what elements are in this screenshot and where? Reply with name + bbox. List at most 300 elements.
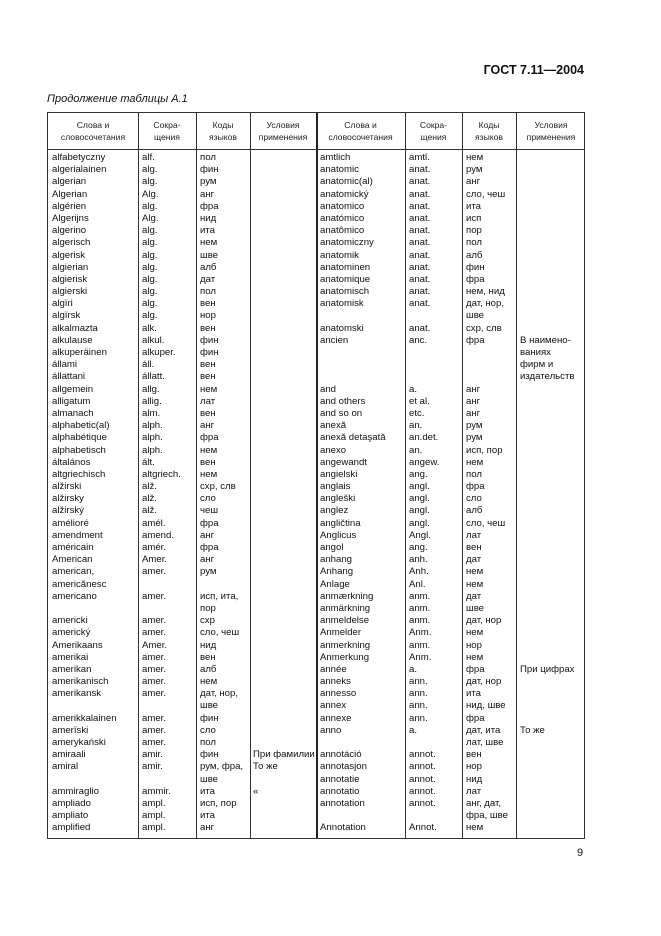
- table-row: [48, 371, 586, 383]
- cell-code-left: шве: [200, 249, 219, 261]
- cell-word-left: american,: [52, 566, 95, 578]
- cell-abbrev-left: amer.: [142, 651, 166, 663]
- table-row: [48, 201, 586, 213]
- cell-code-right: нем: [466, 152, 484, 163]
- cell-code-left: шве: [200, 700, 219, 712]
- cell-code-right: алб: [466, 505, 483, 517]
- cell-code-left: фин: [200, 334, 219, 346]
- cell-code-right: вен: [466, 542, 482, 553]
- cell-word-left: americký: [52, 627, 91, 639]
- cell-word-right: angewandt: [320, 456, 367, 468]
- cell-word-right: anmerkning: [320, 639, 371, 651]
- table-row: [48, 384, 586, 396]
- cell-abbrev-right: anat.: [409, 200, 431, 212]
- cell-word-right: Anmerkung: [320, 651, 370, 663]
- cell-word-right: annotáció: [320, 749, 362, 761]
- cell-abbrev-left: alg.: [142, 310, 158, 322]
- cell-word-right: anatomisk: [320, 298, 364, 310]
- cell-abbrev-left: alm.: [142, 407, 161, 419]
- table-row: [48, 554, 586, 566]
- cell-word-right: anatomic: [320, 164, 359, 176]
- table-row: [48, 359, 586, 371]
- cell-word-left: americănesc: [52, 578, 107, 590]
- cell-word-right: annex: [320, 700, 347, 712]
- cell-abbrev-right: a.: [409, 383, 418, 395]
- cell-code-right: лат: [466, 785, 482, 797]
- cell-code-left: шве: [200, 773, 219, 785]
- cell-word-right: Anlage: [320, 578, 350, 590]
- cell-word-right: Anhang: [320, 566, 354, 578]
- cell-abbrev-left: amer.: [142, 737, 166, 748]
- header-codes-left: Коды языков: [209, 120, 237, 142]
- cell-word-left: algerisch: [52, 237, 91, 249]
- cell-word-right: and others: [320, 395, 366, 407]
- table-row: [48, 518, 586, 530]
- cell-code-right: фра: [466, 273, 485, 285]
- table-row: [48, 335, 586, 347]
- table-row: [48, 822, 586, 834]
- cell-word-right: annexe: [320, 712, 352, 724]
- table-row: [48, 408, 586, 420]
- cell-word-left: algérien: [52, 200, 87, 212]
- cell-code-right: нор: [466, 639, 482, 651]
- cell-abbrev-right: ann.: [409, 688, 428, 700]
- cell-abbrev-right: anat.: [409, 164, 431, 176]
- cell-abbrev-right: Annot.: [409, 822, 437, 834]
- cell-word-right: angličtina: [320, 517, 361, 529]
- cell-abbrev-right: Anh.: [409, 566, 429, 578]
- cell-word-right: anatomik: [320, 249, 359, 261]
- cell-word-left: ampliato: [52, 810, 89, 822]
- cell-code-left: вен: [200, 359, 216, 371]
- table-row: [48, 652, 586, 664]
- cell-word-left: ampliado: [52, 797, 91, 809]
- document-code: ГОСТ 7.11—2004: [483, 63, 584, 77]
- cell-code-left: вен: [200, 298, 216, 310]
- cell-word-left: alphabétique: [52, 432, 107, 444]
- cell-word-left: almanach: [52, 407, 94, 419]
- header-divider: [48, 149, 584, 150]
- cell-word-left: alkulause: [52, 334, 93, 346]
- cell-word-left: amélioré: [52, 517, 89, 529]
- cell-word-left: américain: [52, 542, 94, 553]
- cell-code-right: ита: [466, 688, 481, 700]
- table-row: [48, 457, 586, 469]
- cell-code-right: нид, шве: [466, 700, 506, 712]
- cell-code-left: чеш: [200, 505, 219, 517]
- cell-code-right: ита: [466, 200, 481, 212]
- cell-code-right: нем: [466, 566, 484, 578]
- cell-abbrev-right: Anl.: [409, 578, 426, 590]
- cell-abbrev-left: alg.: [142, 200, 158, 212]
- table-row: [48, 810, 586, 822]
- cell-abbrev-right: annot.: [409, 773, 436, 785]
- cell-abbrev-right: et al.: [409, 395, 430, 407]
- cell-abbrev-right: anat.: [409, 212, 431, 224]
- cell-abbrev-right: angl.: [409, 517, 430, 529]
- cell-word-right: annotatie: [320, 773, 360, 785]
- page-number: 9: [577, 847, 584, 859]
- cell-code-right: дат, нор: [466, 676, 502, 688]
- cell-code-left: анг: [200, 822, 215, 834]
- cell-word-left: American: [52, 554, 93, 566]
- table-row: [48, 591, 586, 603]
- cell-abbrev-left: alž.: [142, 493, 157, 505]
- cell-word-right: anglez: [320, 505, 349, 517]
- cell-code-left: ита: [200, 225, 215, 237]
- cell-word-left: algerino: [52, 225, 87, 237]
- cell-code-right: анг: [466, 383, 481, 395]
- cell-abbrev-right: anat.: [409, 261, 431, 273]
- cell-word-right: annesso: [320, 688, 357, 700]
- table-row: [48, 615, 586, 627]
- cell-word-right: anatomický: [320, 188, 369, 200]
- cell-abbrev-right: anat.: [409, 273, 431, 285]
- cell-word-right: anmærkning: [320, 590, 374, 602]
- cell-word-right: annotasjon: [320, 761, 367, 773]
- cell-word-left: amerikansk: [52, 688, 102, 700]
- cell-word-right: anhang: [320, 554, 353, 566]
- table-row: [48, 640, 586, 652]
- cell-abbrev-right: annot.: [409, 797, 436, 809]
- cell-word-right: annotatio: [320, 785, 360, 797]
- table-row: [48, 505, 586, 517]
- cell-code-right: лат, шве: [466, 737, 504, 748]
- cell-word-left: alligatum: [52, 395, 91, 407]
- cell-word-right: année: [320, 663, 347, 675]
- cell-code-left: нем: [200, 383, 218, 395]
- cell-code-right: рум: [466, 164, 483, 176]
- cell-abbrev-right: ang.: [409, 542, 428, 553]
- cell-abbrev-left: ampl.: [142, 810, 166, 822]
- cell-abbrev-right: Anm.: [409, 627, 432, 639]
- cell-abbrev-left: alg.: [142, 225, 158, 237]
- table-row: [48, 225, 586, 237]
- abbreviation-table: [47, 112, 585, 839]
- cell-code-left: вен: [200, 322, 216, 334]
- cell-code-right: нем: [466, 822, 484, 834]
- cell-abbrev-left: allg.: [142, 383, 160, 395]
- cell-condition-left: «: [253, 785, 259, 797]
- cell-code-right: нем: [466, 578, 484, 590]
- cell-word-left: alkuperäinen: [52, 347, 107, 358]
- cell-condition-right: фирм и: [520, 359, 554, 371]
- cell-abbrev-left: alg.: [142, 176, 158, 188]
- cell-abbrev-right: Angl.: [409, 529, 431, 541]
- cell-code-right: алб: [466, 249, 483, 261]
- cell-code-left: нем: [200, 237, 218, 249]
- cell-word-right: anatomisch: [320, 286, 370, 298]
- cell-word-right: anatômico: [320, 225, 365, 237]
- table-row: [48, 493, 586, 505]
- cell-word-left: alžirský: [52, 505, 84, 517]
- table-row: [48, 237, 586, 249]
- cell-code-left: вен: [200, 407, 216, 419]
- cell-abbrev-left: alkuper.: [142, 347, 176, 358]
- table-row: [48, 250, 586, 262]
- cell-code-left: исп, ита,: [200, 590, 239, 602]
- table-row: [48, 774, 586, 786]
- cell-code-left: нем: [200, 676, 218, 688]
- cell-abbrev-right: anat.: [409, 298, 431, 310]
- cell-code-right: анг, дат,: [466, 797, 502, 809]
- cell-code-right: сло, чеш: [466, 517, 506, 529]
- cell-code-right: дат: [466, 554, 482, 566]
- table-row: [48, 481, 586, 493]
- cell-abbrev-left: alk.: [142, 322, 157, 334]
- cell-code-right: нем: [466, 456, 484, 468]
- cell-word-left: amerikanisch: [52, 676, 109, 688]
- table-row: [48, 164, 586, 176]
- table-row: [48, 627, 586, 639]
- cell-word-left: általános: [52, 456, 91, 468]
- cell-word-left: alfabetyczny: [52, 152, 106, 163]
- cell-word-left: allgemein: [52, 383, 94, 395]
- cell-code-left: вен: [200, 651, 216, 663]
- cell-abbrev-right: anat.: [409, 322, 431, 334]
- table-row: [48, 176, 586, 188]
- table-row: [48, 298, 586, 310]
- cell-code-left: пол: [200, 152, 216, 163]
- cell-abbrev-left: amél.: [142, 517, 166, 529]
- cell-word-left: algierian: [52, 261, 89, 273]
- cell-condition-right: При цифрах: [520, 663, 575, 675]
- cell-abbrev-right: anm.: [409, 590, 431, 602]
- cell-abbrev-left: alg.: [142, 164, 158, 176]
- table-row: [48, 749, 586, 761]
- cell-code-right: пол: [466, 237, 482, 249]
- cell-abbrev-left: amer.: [142, 627, 166, 639]
- cell-code-left: фин: [200, 712, 219, 724]
- cell-abbrev-right: annot.: [409, 749, 436, 761]
- cell-code-left: анг: [200, 188, 215, 200]
- table-row: [48, 323, 586, 335]
- cell-word-right: anatomico: [320, 200, 365, 212]
- cell-abbrev-right: anc.: [409, 334, 428, 346]
- cell-code-left: нид: [200, 212, 217, 224]
- cell-code-right: фра: [466, 481, 485, 493]
- cell-abbrev-right: ann.: [409, 676, 428, 688]
- cell-code-left: схр, слв: [200, 481, 236, 493]
- cell-code-right: дат, ита: [466, 724, 501, 736]
- cell-abbrev-left: alg.: [142, 249, 158, 261]
- cell-abbrev-left: alph.: [142, 444, 163, 456]
- cell-code-right: дат: [466, 590, 482, 602]
- cell-code-right: вен: [466, 749, 482, 761]
- cell-code-left: вен: [200, 456, 216, 468]
- cell-abbrev-left: alž.: [142, 481, 157, 493]
- table-row: [48, 396, 586, 408]
- cell-code-right: схр, слв: [466, 322, 502, 334]
- table-row: [48, 761, 586, 773]
- cell-abbrev-left: ampl.: [142, 822, 166, 834]
- table-row: [48, 688, 586, 700]
- cell-code-right: фин: [466, 261, 485, 273]
- cell-word-right: angielski: [320, 468, 358, 480]
- cell-word-left: amiraali: [52, 749, 86, 761]
- cell-word-right: anno: [320, 724, 342, 736]
- cell-code-right: дат, нор: [466, 615, 502, 627]
- cell-word-right: and: [320, 383, 337, 395]
- table-row: [48, 262, 586, 274]
- cell-abbrev-left: amer.: [142, 712, 166, 724]
- cell-code-left: фин: [200, 164, 219, 176]
- cell-word-right: anexă: [320, 420, 347, 432]
- cell-word-left: Algerijns: [52, 212, 89, 224]
- cell-abbrev-left: alkul.: [142, 334, 165, 346]
- cell-code-left: вен: [200, 371, 216, 383]
- cell-code-left: фра: [200, 517, 219, 529]
- table-row: [48, 274, 586, 286]
- cell-code-left: сло: [200, 724, 216, 736]
- cell-word-right: anatomic(al): [320, 176, 373, 188]
- cell-code-left: лат: [200, 395, 216, 407]
- cell-abbrev-right: anat.: [409, 286, 431, 298]
- cell-word-right: anatómico: [320, 212, 365, 224]
- table-row: [48, 700, 586, 712]
- table-caption: Продолжение таблицы А.1: [47, 93, 188, 105]
- cell-code-left: рум: [200, 566, 217, 578]
- cell-code-left: нем: [200, 468, 218, 480]
- cell-code-right: пол: [466, 468, 482, 480]
- cell-abbrev-left: alg.: [142, 237, 158, 249]
- cell-abbrev-right: an.: [409, 420, 423, 432]
- cell-code-left: фра: [200, 542, 219, 553]
- cell-abbrev-right: anat.: [409, 176, 431, 188]
- cell-code-left: нор: [200, 310, 216, 322]
- cell-word-left: alžirsky: [52, 493, 84, 505]
- cell-abbrev-left: amer.: [142, 590, 166, 602]
- cell-abbrev-right: a.: [409, 724, 418, 736]
- cell-code-right: лат: [466, 529, 482, 541]
- cell-word-left: amerikai: [52, 651, 89, 663]
- cell-code-left: рум, фра,: [200, 761, 244, 773]
- cell-code-left: ита: [200, 810, 215, 822]
- table-row: [48, 347, 586, 359]
- cell-code-left: анг: [200, 554, 215, 566]
- cell-abbrev-left: amend.: [142, 529, 174, 541]
- table-row: [48, 713, 586, 725]
- cell-code-left: сло, чеш: [200, 627, 240, 639]
- cell-code-left: исп, пор: [200, 797, 237, 809]
- table-row: [48, 542, 586, 554]
- cell-abbrev-right: anat.: [409, 249, 431, 261]
- cell-word-left: algïrsk: [52, 310, 81, 322]
- cell-abbrev-left: Amer.: [142, 639, 168, 651]
- cell-code-right: нем: [466, 627, 484, 639]
- cell-code-left: дат, нор,: [200, 688, 239, 700]
- cell-word-left: amerikkalainen: [52, 712, 117, 724]
- cell-code-right: нид: [466, 773, 483, 785]
- cell-code-right: дат, нор,: [466, 298, 505, 310]
- cell-abbrev-right: angew.: [409, 456, 440, 468]
- cell-abbrev-left: amir.: [142, 749, 163, 761]
- cell-word-right: anneks: [320, 676, 351, 688]
- cell-abbrev-right: etc.: [409, 407, 425, 419]
- header-conditions-right: Условия применения: [526, 120, 576, 142]
- cell-code-left: фин: [200, 347, 219, 358]
- cell-word-right: annotation: [320, 797, 365, 809]
- cell-word-right: angleški: [320, 493, 356, 505]
- table-row: [48, 579, 586, 591]
- cell-code-left: ита: [200, 785, 215, 797]
- cell-abbrev-left: alph.: [142, 420, 163, 432]
- cell-word-right: angol: [320, 542, 344, 553]
- cell-abbrev-left: amir.: [142, 761, 163, 773]
- cell-abbrev-left: alg.: [142, 273, 158, 285]
- cell-abbrev-left: amer.: [142, 724, 166, 736]
- cell-code-right: исп: [466, 212, 482, 224]
- cell-abbrev-left: Amer.: [142, 554, 168, 566]
- table-row: [48, 286, 586, 298]
- cell-abbrev-left: alf.: [142, 152, 155, 163]
- table-row: [48, 786, 586, 798]
- header-abbrev-left: Сокра- щения: [153, 120, 181, 142]
- cell-code-right: пор: [466, 225, 482, 237]
- cell-condition-right: То же: [520, 724, 545, 736]
- cell-word-left: americano: [52, 590, 97, 602]
- cell-abbrev-right: angl.: [409, 505, 430, 517]
- table-row: [48, 445, 586, 457]
- cell-abbrev-left: amer.: [142, 688, 166, 700]
- cell-word-left: állattani: [52, 371, 86, 383]
- cell-code-right: фра: [466, 334, 485, 346]
- cell-word-left: algierski: [52, 286, 88, 298]
- cell-abbrev-left: ampl.: [142, 797, 166, 809]
- cell-code-left: нем: [200, 444, 218, 456]
- cell-abbrev-left: áll.: [142, 359, 155, 371]
- cell-abbrev-right: ann.: [409, 700, 428, 712]
- cell-code-right: анг: [466, 395, 481, 407]
- cell-word-right: anmärkning: [320, 602, 371, 614]
- table-row: [48, 189, 586, 201]
- cell-word-left: algïri: [52, 298, 73, 310]
- cell-word-left: alphabetisch: [52, 444, 106, 456]
- cell-word-right: Anglicus: [320, 529, 357, 541]
- cell-word-right: anglais: [320, 481, 351, 493]
- cell-word-right: anatomiczny: [320, 237, 374, 249]
- header-words-right: Слова и словосочетания: [328, 120, 393, 142]
- cell-abbrev-left: alph.: [142, 432, 163, 444]
- cell-abbrev-right: amtl.: [409, 152, 430, 163]
- table-row: [48, 676, 586, 688]
- cell-code-left: анг: [200, 420, 215, 432]
- cell-code-right: рум: [466, 420, 483, 432]
- cell-word-right: anatomski: [320, 322, 364, 334]
- cell-word-left: Amerikaans: [52, 639, 103, 651]
- cell-code-left: рум: [200, 176, 217, 188]
- cell-word-right: anmeldelse: [320, 615, 370, 627]
- cell-word-left: amendment: [52, 529, 103, 541]
- cell-code-right: нем: [466, 651, 484, 663]
- table-row: [48, 603, 586, 615]
- table-row: [48, 737, 586, 749]
- cell-abbrev-left: amer.: [142, 663, 166, 675]
- cell-condition-right: ваниях: [520, 347, 551, 358]
- cell-code-right: нем, нид: [466, 286, 505, 298]
- cell-word-right: Anmelder: [320, 627, 362, 639]
- table-row: [48, 664, 586, 676]
- cell-abbrev-right: an.det.: [409, 432, 439, 444]
- cell-abbrev-left: ammir.: [142, 785, 171, 797]
- cell-code-right: фра: [466, 663, 485, 675]
- cell-code-left: дат: [200, 273, 216, 285]
- cell-abbrev-left: ált.: [142, 456, 155, 468]
- cell-abbrev-right: a.: [409, 663, 418, 675]
- cell-word-right: anexă detaşată: [320, 432, 386, 444]
- cell-code-left: сло: [200, 493, 216, 505]
- cell-word-left: alžirski: [52, 481, 82, 493]
